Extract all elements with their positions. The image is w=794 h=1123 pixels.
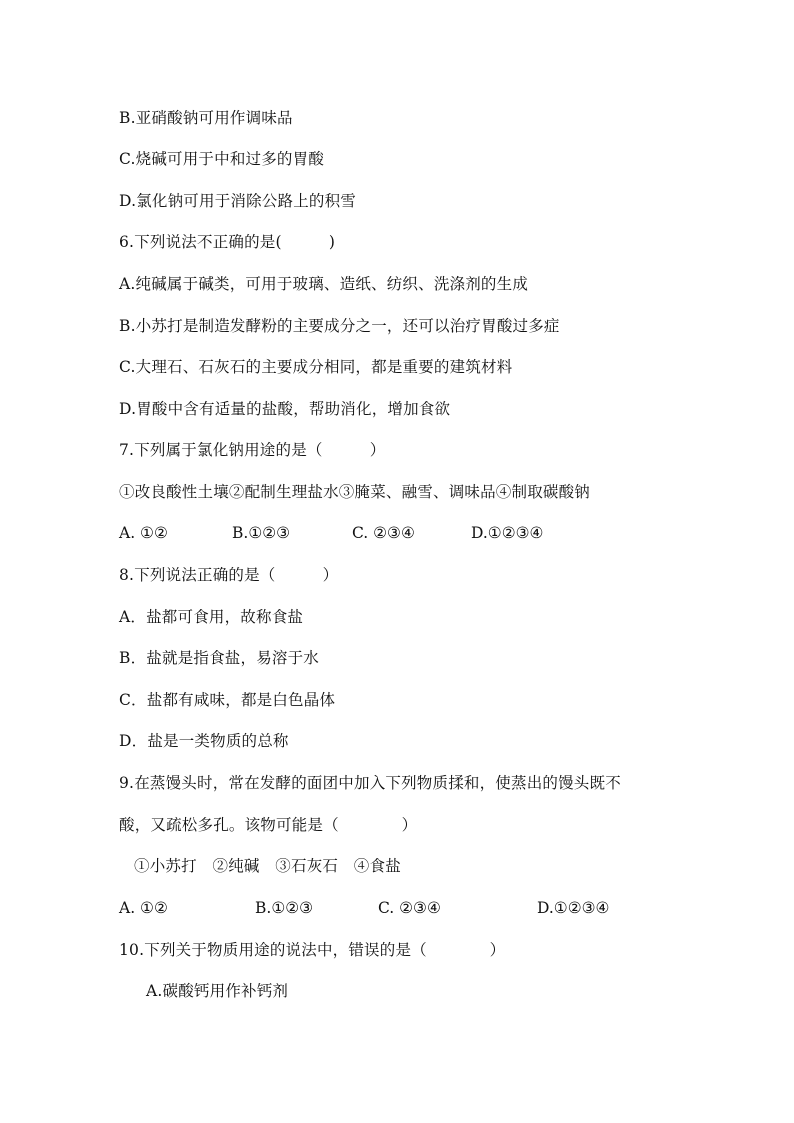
question-7-stem: 7.下列属于氯化钠用途的是（ ） bbox=[119, 441, 386, 459]
question-9-option-c: C. ②③④ bbox=[378, 899, 441, 917]
question-10-stem: 10.下列关于物质用途的说法中，错误的是（ ） bbox=[119, 941, 506, 959]
option-line: C.烧碱可用于中和过多的胃酸 bbox=[119, 150, 325, 168]
question-7-option-a: A. ①② bbox=[119, 524, 168, 542]
question-6-option-d: D.胃酸中含有适量的盐酸，帮助消化，增加食欲 bbox=[119, 400, 451, 418]
question-9-option-a: A. ①② bbox=[119, 899, 168, 917]
question-8-option-c: C．盐都有咸味，都是白色晶体 bbox=[119, 691, 336, 709]
question-8-option-d: D．盐是一类物质的总称 bbox=[119, 732, 289, 750]
option-line: B.亚硝酸钠可用作调味品 bbox=[119, 109, 293, 127]
question-7-option-d: D.①②③④ bbox=[471, 524, 544, 542]
question-8-option-b: B．盐就是指食盐，易溶于水 bbox=[119, 649, 319, 667]
question-6-option-b: B.小苏打是制造发酵粉的主要成分之一，还可以治疗胃酸过多症 bbox=[119, 317, 560, 335]
question-7-option-b: B.①②③ bbox=[232, 524, 291, 542]
question-6-stem: 6.下列说法不正确的是( ) bbox=[119, 233, 336, 251]
question-6-option-a: A.纯碱属于碱类，可用于玻璃、造纸、纺织、洗涤剂的生成 bbox=[119, 275, 529, 293]
question-9-option-b: B.①②③ bbox=[255, 899, 314, 917]
question-7-option-c: C. ②③④ bbox=[352, 524, 415, 542]
question-7-items: ①改良酸性土壤②配制生理盐水③腌菜、融雪、调味品④制取碳酸钠 bbox=[119, 483, 591, 501]
question-9-stem-continued: 酸，又疏松多孔。该物可能是（ ） bbox=[119, 816, 418, 834]
question-8-stem: 8.下列说法正确的是（ ） bbox=[119, 566, 339, 584]
option-line: D.氯化钠可用于消除公路上的积雪 bbox=[119, 192, 357, 210]
question-8-option-a: A．盐都可食用，故称食盐 bbox=[119, 608, 304, 626]
question-9-stem: 9.在蒸馒头时，常在发酵的面团中加入下列物质揉和，使蒸出的馒头既不 bbox=[119, 774, 621, 792]
question-6-option-c: C.大理石、石灰石的主要成分相同，都是重要的建筑材料 bbox=[119, 358, 513, 376]
question-9-option-d: D.①②③④ bbox=[537, 899, 610, 917]
question-9-items: ①小苏打 ②纯碱 ③石灰石 ④食盐 bbox=[134, 857, 401, 875]
question-10-option-a: A.碳酸钙用作补钙剂 bbox=[146, 982, 289, 1000]
